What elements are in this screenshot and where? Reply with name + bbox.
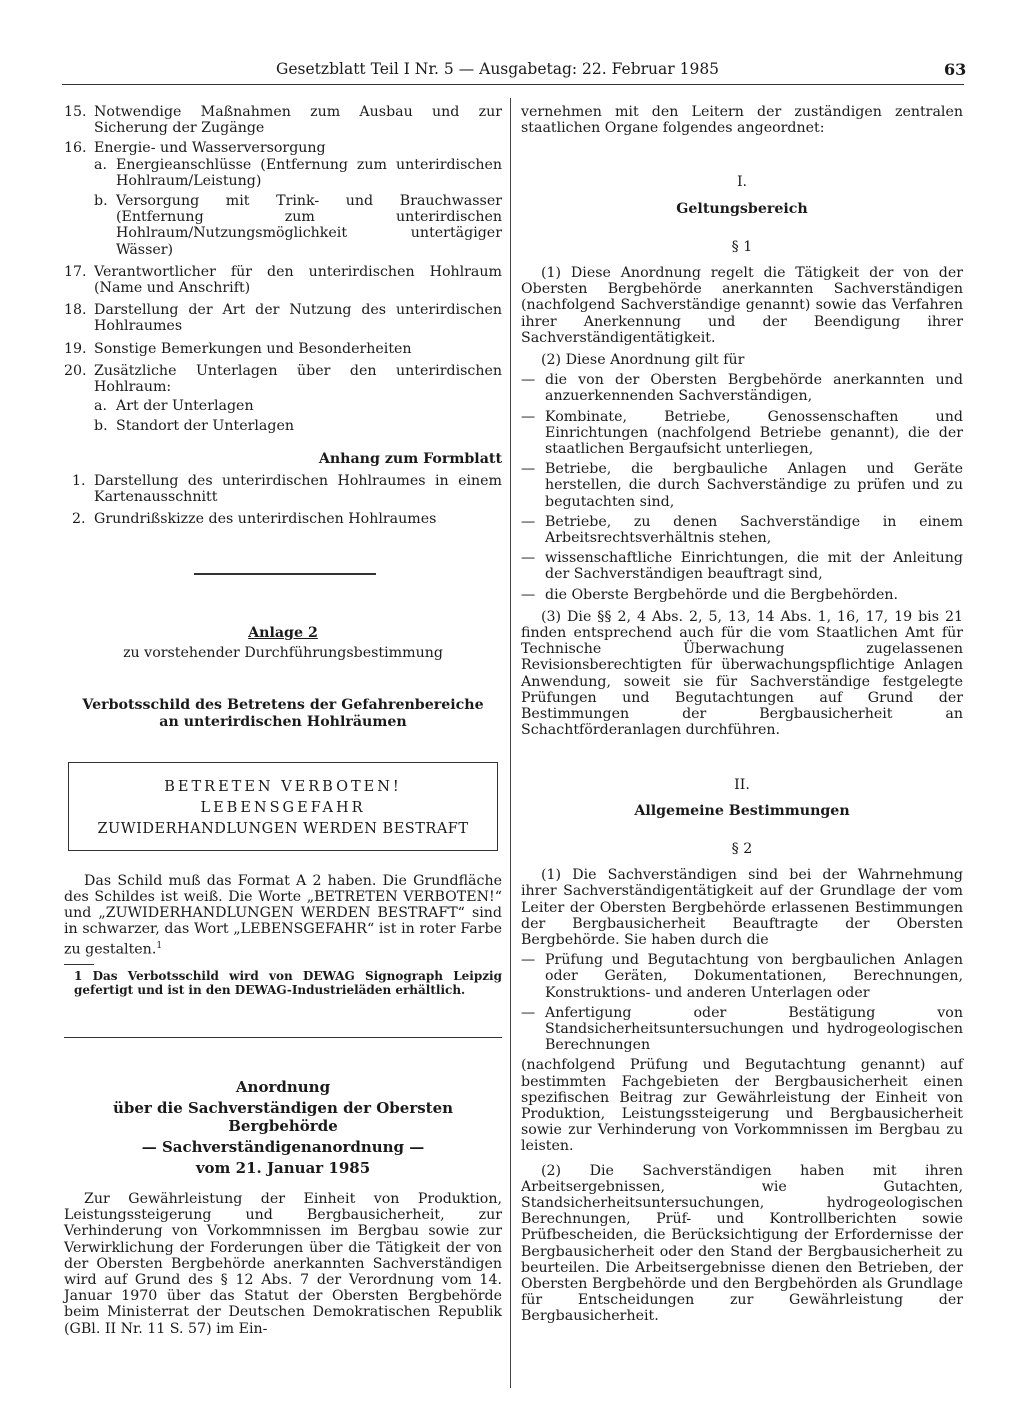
list-item [64, 473, 502, 505]
list-item: — die Oberste Bergbehörde und die Bergbehörden. [521, 587, 963, 603]
list-item [64, 511, 502, 527]
paragraph-text: (nachfolgend Prüfung und Begutachtung genannt) auf bestimmten Fachgebieten der Bergbausicherheit einen spezifischen Beitrag zur Gewährleistung der Einheit von Produktion, Leistungssteigerung und Bergbausicherheit sowie zur Verhinderung von Vorkommnissen im Bergbau zu leisten. [521, 1057, 963, 1155]
item-text: Notwendige Maßnahmen zum Ausbau und zur Sicherung der Zugänge [94, 104, 502, 137]
list-item: — Betriebe, zu denen Sachverständige in einem Arbeitsrechtsverhältnis stehen, [521, 513, 963, 547]
list-item [64, 302, 502, 334]
sub-item-letter: a. [94, 156, 107, 173]
running-header: Gesetzblatt Teil I Nr. 5 — Ausgabetag: 22. Februar 1985 [276, 60, 720, 78]
sign-line2: LEBENSGEFAHR [200, 799, 366, 816]
sign-line3: ZUWIDERHANDLUNGEN WERDEN BESTRAFT [97, 820, 469, 837]
item-number: 16. [64, 140, 87, 157]
section-number: II. [734, 776, 750, 793]
section-number: I. [736, 174, 748, 191]
item-text: Anfertigung oder Bestätigung von Standsicherheitsuntersuchungen und hydrogeologischen Berechnungen [545, 1004, 963, 1054]
sign-heading-line2: an unterirdischen Hohlräumen [159, 713, 407, 730]
list-item: — Kombinate, Betriebe, Genossenschaften und Einrichtungen (nachfolgend Betriebe genannt), die der staatlichen Bergaufsicht unterliegen, [521, 408, 963, 458]
ordinance-subtitle: über die Sachverständigen der Obersten Bergbehörde [112, 1099, 454, 1136]
section-separator [64, 1037, 502, 1039]
paragraph-text: (2) Diese Anordnung gilt für [541, 352, 745, 369]
item-text: die Oberste Bergbehörde und die Bergbehörden. [545, 586, 899, 603]
list-item [64, 363, 502, 395]
page-number: 63 [944, 60, 967, 79]
item-number: 2. [72, 511, 86, 528]
list-item: — die von der Obersten Bergbehörde anerkannten und anzuerkennenden Sachverständigen, [521, 372, 963, 405]
paragraph-number: § 2 [731, 840, 753, 857]
list-item [64, 140, 502, 156]
sub-item-letter: a. [94, 398, 107, 415]
item-text: Sonstige Bemerkungen und Besonderheiten [94, 340, 412, 357]
sub-item-letter: b. [94, 193, 108, 210]
item-text: Prüfung und Begutachtung von bergbaulichen Anlagen oder Geräten, Dokumentationen, Berechnungen, Konstruktions- und anderen Unterlagen oder [545, 952, 963, 1001]
paragraph-number: § 1 [731, 238, 753, 255]
item-text: Grundrißskizze des unterirdischen Hohlraumes [94, 511, 437, 528]
anlage-subtitle: zu vorstehender Durchführungsbestimmung [123, 645, 443, 662]
item-text: Energie- und Wasserversorgung [94, 140, 326, 157]
item-text: Verantwortlicher für den unterirdischen Hohlraum (Name und Anschrift) [94, 263, 502, 297]
item-number: 20. [64, 362, 87, 379]
item-text: Betriebe, die bergbauliche Anlagen und Geräte herstellen, die durch Sachverständige zu prüfen und zu begutachten sind, [545, 461, 963, 510]
item-text: die von der Obersten Bergbehörde anerkannten und anzuerkennenden Sachverständigen, [545, 372, 963, 405]
ordinance-date: vom 21. Januar 1985 [195, 1159, 371, 1178]
list-item: — Betriebe, die bergbauliche Anlagen und Geräte herstellen, die durch Sachverständige zu prüfen und zu begutachten sind, [521, 461, 963, 510]
sign-description [64, 873, 502, 958]
paragraph-text: (1) Diese Anordnung regelt die Tätigkeit der von der Obersten Bergbehörde anerkannten Sachverständigen (nachfolgend Sachverständige genannt) sowie das Verfahren ihrer Anerkennung und der Beendigung ihrer Sachverständigentätigkeit. [521, 265, 963, 346]
sign-line1: BETRETEN VERBOTEN! [164, 778, 402, 795]
list-item: — Anfertigung oder Bestätigung von Standsicherheitsuntersuchungen und hydrogeologischen Berechnungen [521, 1004, 963, 1054]
preamble-continuation: vernehmen mit den Leitern der zuständigen zentralen staatlichen Organe folgendes angeordnet: [521, 104, 963, 137]
sub-item [94, 157, 502, 189]
item-text: wissenschaftliche Einrichtungen, die mit der Anleitung der Sachverständigen beauftragt sind, [545, 550, 963, 583]
item-text: Kombinate, Betriebe, Genossenschaften und Einrichtungen (nachfolgend Betriebe genannt), die der staatlichen Bergaufsicht unterliegen, [545, 408, 963, 458]
sign-heading-line1: Verbotsschild des Betretens der Gefahrenbereiche [82, 697, 484, 714]
item-number: 15. [64, 104, 87, 120]
ordinance-title: Anordnung [235, 1078, 331, 1097]
item-number: 17. [64, 263, 87, 280]
warning-sign [68, 762, 498, 851]
footnote: 1 Das Verbotsschild wird von DEWAG Signograph Leipzig gefertigt und ist in den DEWAG-Industrieläden erhältlich. [74, 968, 502, 997]
sub-item-text: Art der Unterlagen [116, 398, 254, 415]
footnote-marker: 1 [156, 940, 163, 951]
item-text: Betriebe, zu denen Sachverständige in einem Arbeitsrechtsverhältnis stehen, [545, 513, 963, 547]
list-item [64, 341, 502, 357]
footnote-rule [64, 964, 94, 965]
list-item: — wissenschaftliche Einrichtungen, die mit der Anleitung der Sachverständigen beauftragt sind, [521, 550, 963, 583]
sub-item [94, 418, 502, 434]
item-number: 1. [72, 472, 86, 489]
paragraph-text: (1) Die Sachverständigen sind bei der Wahrnehmung ihrer Sachverständigentätigkeit auf der Grundlage der vom Leiter der Obersten Bergbehörde erlassenen Bestimmungen der Bergbausicherheit Beauftragte der Obersten Bergbehörde. Sie haben durch die [521, 867, 963, 948]
section-separator [194, 573, 376, 575]
anlage-title: Anlage 2 [248, 624, 318, 641]
item-number: 19. [64, 340, 87, 357]
ordinance-short-title: — Sachverständigenanordnung — [141, 1138, 425, 1157]
sub-item-letter: b. [94, 418, 108, 435]
anhang-heading: Anhang zum Formblatt [318, 450, 502, 467]
list-item [64, 104, 502, 136]
list-item [64, 264, 502, 296]
right-column [521, 104, 963, 1325]
section-title: Geltungsbereich [676, 200, 808, 217]
left-column [64, 104, 502, 1337]
sub-item [94, 193, 502, 258]
item-text: Darstellung der Art der Nutzung des unterirdischen Hohlraumes [94, 302, 502, 335]
ordinance-preamble: Zur Gewährleistung der Einheit von Produktion, Leistungssteigerung und Bergbausicherheit, zur Verhinderung von Vorkommnissen im Bergbau sowie zur Verwirklichung der Forderungen über die Tätigkeit der von der Obersten Bergbehörde anerkannten Sachverständigen wird auf Grund des § 12 Abs. 7 der Verordnung vom 14. Januar 1970 über das Statut der Obersten Bergbehörde beim Ministerrat der Deutschen Demokratischen Republik (GBl. II Nr. 11 S. 57) im Ein- [64, 1191, 502, 1337]
section-title: Allgemeine Bestimmungen [634, 802, 850, 819]
header-rule [62, 84, 964, 85]
paragraph-text: (3) Die §§ 2, 4 Abs. 2, 5, 13, 14 Abs. 1, 16, 17, 19 bis 21 finden entsprechend auch für die vom Staatlichen Amt für Technische Überwachung zugelassenen Revisionsberechtigten für überwachungspflichtige Anlagen Anwendung, soweit sie für Sachverständige festgelegte Prüfungen und Begutachtungen auf Grund der Bestimmungen der Bergbausicherheit an Schachtförderanlagen durchführen. [521, 608, 963, 739]
sub-item-text: Standort der Unterlagen [116, 418, 294, 435]
item-text: Darstellung des unterirdischen Hohlraumes in einem Kartenausschnitt [94, 472, 502, 506]
sub-item-text: Energieanschlüsse (Entfernung zum unterirdischen Hohlraum/Leistung) [116, 156, 502, 189]
sign-description-text: Das Schild muß das Format A 2 haben. Die Grundfläche des Schildes ist weiß. Die Worte „BETRETEN VERBOTEN!“ und „ZUWIDERHANDLUNGEN WERDEN BESTRAFT“ sind in schwarzer, das Wort „LEBENSGEFAHR“ ist in roter Farbe zu gestalten. [64, 872, 502, 958]
paragraph-text: (2) Die Sachverständigen haben mit ihren Arbeitsergebnissen, wie Gutachten, Standsicherheitsuntersuchungen, hydrogeologischen Berechnungen, Prüf- und Kontrollberichten sowie Prüfbescheiden, die Berücksichtigung der Erfordernisse der Bergbausicherheit oder den Stand der Bergbausicherheit zu beurteilen. Die Arbeitsergebnisse dienen den Betrieben, der Obersten Bergbehörde und den Bergbehörden als Grundlage für Entscheidungen zur Gewährleistung der Bergbausicherheit. [521, 1162, 963, 1325]
sub-item-text: Versorgung mit Trink- und Brauchwasser (Entfernung zum unterirdischen Hohlraum/Nutzungsmöglichkeit untertägiger Wässer) [116, 193, 502, 258]
item-text: Zusätzliche Unterlagen über den unterirdischen Hohlraum: [94, 362, 502, 396]
item-number: 18. [64, 302, 87, 319]
list-item: — Prüfung und Begutachtung von bergbaulichen Anlagen oder Geräten, Dokumentationen, Berechnungen, Konstruktions- und anderen Unterlagen oder [521, 952, 963, 1001]
column-divider [510, 98, 511, 1388]
sub-item [94, 398, 502, 414]
